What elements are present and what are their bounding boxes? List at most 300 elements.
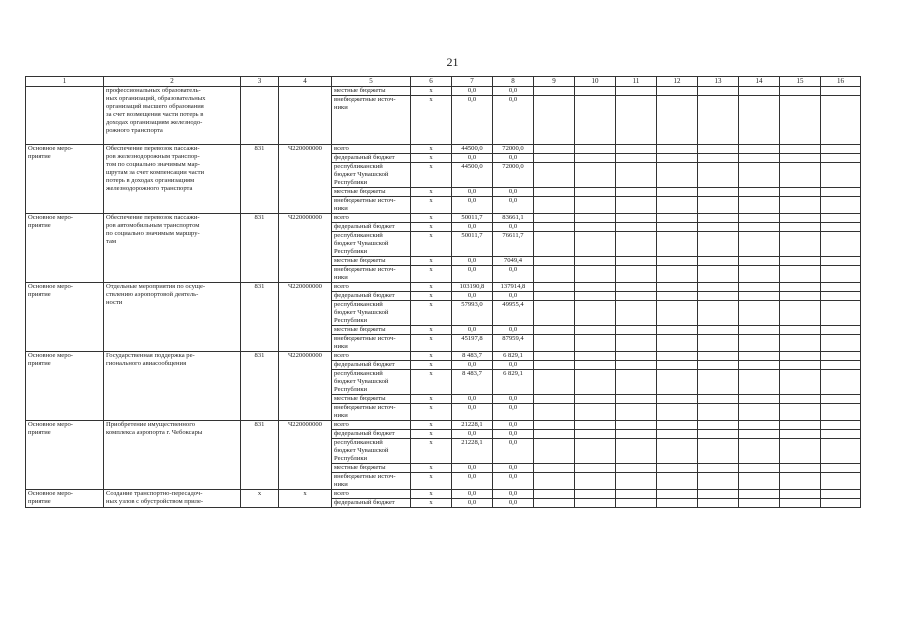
- empty-cell: [698, 464, 739, 473]
- marker-cell: x: [411, 257, 452, 266]
- empty-cell: [575, 257, 616, 266]
- empty-cell: [739, 439, 780, 464]
- value-cell: 50011,7: [452, 232, 493, 257]
- empty-cell: [534, 257, 575, 266]
- empty-cell: [534, 464, 575, 473]
- empty-cell: [698, 283, 739, 292]
- empty-cell: [657, 404, 698, 421]
- funding-source-cell: местные бюджеты: [332, 395, 411, 404]
- empty-cell: [698, 223, 739, 232]
- activity-type-cell: Основное меро- приятие: [26, 352, 104, 421]
- value-cell: 0,0: [452, 266, 493, 283]
- empty-cell: [534, 499, 575, 508]
- empty-cell: [575, 87, 616, 96]
- marker-cell: x: [411, 223, 452, 232]
- empty-cell: [821, 223, 861, 232]
- value-cell: 0,0: [493, 292, 534, 301]
- empty-cell: [739, 223, 780, 232]
- empty-cell: [616, 197, 657, 214]
- column-header-4: 4: [279, 77, 332, 87]
- empty-cell: [616, 439, 657, 464]
- empty-cell: [821, 499, 861, 508]
- empty-cell: [821, 335, 861, 352]
- empty-cell: [616, 421, 657, 430]
- empty-cell: [616, 404, 657, 421]
- empty-cell: [575, 464, 616, 473]
- empty-cell: [616, 326, 657, 335]
- empty-cell: [698, 361, 739, 370]
- empty-cell: [657, 326, 698, 335]
- table-row: [26, 352, 861, 361]
- empty-cell: [575, 145, 616, 154]
- empty-cell: [780, 395, 821, 404]
- funding-source-cell: внебюджетные источ- ники: [332, 96, 411, 145]
- value-cell: 57993,0: [452, 301, 493, 326]
- value-cell: 0,0: [452, 490, 493, 499]
- column-number-row: [26, 77, 861, 87]
- value-cell: 0,0: [452, 96, 493, 145]
- table-row: [26, 214, 861, 223]
- funding-source-cell: республиканский бюджет Чувашской Республики: [332, 163, 411, 188]
- empty-cell: [575, 326, 616, 335]
- marker-cell: x: [411, 145, 452, 154]
- empty-cell: [739, 257, 780, 266]
- empty-cell: [575, 154, 616, 163]
- empty-cell: [821, 266, 861, 283]
- empty-cell: [739, 335, 780, 352]
- empty-cell: [616, 335, 657, 352]
- empty-cell: [739, 266, 780, 283]
- code-cell: Ч220000000: [279, 145, 332, 214]
- empty-cell: [575, 404, 616, 421]
- value-cell: 0,0: [493, 473, 534, 490]
- marker-cell: x: [411, 421, 452, 430]
- activity-name-cell: Государственная поддержка ре- гионального авиасообщения: [104, 352, 241, 421]
- value-cell: 0,0: [493, 266, 534, 283]
- empty-cell: [616, 370, 657, 395]
- value-cell: 0,0: [452, 430, 493, 439]
- table-row: [26, 283, 861, 292]
- empty-cell: [534, 223, 575, 232]
- empty-cell: [821, 232, 861, 257]
- empty-cell: [739, 188, 780, 197]
- empty-cell: [821, 404, 861, 421]
- value-cell: 0,0: [452, 188, 493, 197]
- page-number: 21: [446, 55, 459, 69]
- empty-cell: [616, 301, 657, 326]
- marker-cell: x: [411, 214, 452, 223]
- marker-cell: x: [411, 430, 452, 439]
- column-header-10: 10: [575, 77, 616, 87]
- empty-cell: [698, 439, 739, 464]
- value-cell: 44500,0: [452, 163, 493, 188]
- empty-cell: [534, 326, 575, 335]
- empty-cell: [657, 499, 698, 508]
- funding-source-cell: внебюджетные источ- ники: [332, 473, 411, 490]
- column-header-15: 15: [780, 77, 821, 87]
- value-cell: 0,0: [493, 499, 534, 508]
- empty-cell: [780, 154, 821, 163]
- empty-cell: [657, 292, 698, 301]
- empty-cell: [821, 490, 861, 499]
- value-cell: 8 483,7: [452, 370, 493, 395]
- value-cell: 6 829,1: [493, 370, 534, 395]
- marker-cell: x: [411, 154, 452, 163]
- marker-cell: x: [411, 404, 452, 421]
- empty-cell: [657, 421, 698, 430]
- empty-cell: [821, 96, 861, 145]
- empty-cell: [657, 490, 698, 499]
- column-header-9: 9: [534, 77, 575, 87]
- empty-cell: [657, 145, 698, 154]
- empty-cell: [739, 352, 780, 361]
- empty-cell: [698, 326, 739, 335]
- empty-cell: [616, 145, 657, 154]
- empty-cell: [534, 197, 575, 214]
- column-header-16: 16: [821, 77, 861, 87]
- empty-cell: [616, 154, 657, 163]
- empty-cell: [780, 163, 821, 188]
- empty-cell: [780, 430, 821, 439]
- activity-name-cell: Обеспечение перевозок пассажи- ров железнодорожным транспор- том по социально значимым мар- шрутам за счет компенсации части потерь в доходах организациям железнодорожного транспорта: [104, 145, 241, 214]
- empty-cell: [698, 87, 739, 96]
- marker-cell: x: [411, 352, 452, 361]
- value-cell: 0,0: [452, 197, 493, 214]
- empty-cell: [575, 335, 616, 352]
- empty-cell: [780, 257, 821, 266]
- empty-cell: [698, 430, 739, 439]
- empty-cell: [739, 232, 780, 257]
- empty-cell: [657, 266, 698, 283]
- empty-cell: [698, 163, 739, 188]
- marker-cell: x: [411, 301, 452, 326]
- empty-cell: [534, 232, 575, 257]
- empty-cell: [821, 473, 861, 490]
- code-cell: x: [279, 490, 332, 508]
- empty-cell: [780, 464, 821, 473]
- empty-cell: [698, 188, 739, 197]
- empty-cell: [780, 145, 821, 154]
- empty-cell: [821, 154, 861, 163]
- code-cell: Ч220000000: [279, 352, 332, 421]
- empty-cell: [739, 464, 780, 473]
- funding-source-cell: федеральный бюджет: [332, 499, 411, 508]
- value-cell: 0,0: [493, 223, 534, 232]
- empty-cell: [616, 188, 657, 197]
- funding-source-cell: местные бюджеты: [332, 188, 411, 197]
- empty-cell: [534, 188, 575, 197]
- empty-cell: [821, 395, 861, 404]
- funding-source-cell: местные бюджеты: [332, 464, 411, 473]
- value-cell: 0,0: [452, 361, 493, 370]
- empty-cell: [657, 439, 698, 464]
- empty-cell: [780, 490, 821, 499]
- activity-type-cell: Основное меро- приятие: [26, 214, 104, 283]
- marker-cell: x: [411, 361, 452, 370]
- marker-cell: x: [411, 490, 452, 499]
- empty-cell: [739, 499, 780, 508]
- empty-cell: [575, 430, 616, 439]
- funding-source-cell: республиканский бюджет Чувашской Республики: [332, 370, 411, 395]
- empty-cell: [780, 473, 821, 490]
- column-header-6: 6: [411, 77, 452, 87]
- empty-cell: [575, 361, 616, 370]
- column-header-14: 14: [739, 77, 780, 87]
- code-cell: Ч220000000: [279, 214, 332, 283]
- marker-cell: x: [411, 395, 452, 404]
- table-row: [26, 421, 861, 430]
- empty-cell: [698, 352, 739, 361]
- empty-cell: [575, 439, 616, 464]
- marker-cell: x: [411, 163, 452, 188]
- column-header-13: 13: [698, 77, 739, 87]
- value-cell: 83661,1: [493, 214, 534, 223]
- funding-source-cell: всего: [332, 490, 411, 499]
- marker-cell: x: [411, 292, 452, 301]
- empty-cell: [616, 214, 657, 223]
- value-cell: 44500,0: [452, 145, 493, 154]
- empty-cell: [657, 188, 698, 197]
- empty-cell: [657, 87, 698, 96]
- empty-cell: [821, 292, 861, 301]
- empty-cell: [780, 214, 821, 223]
- empty-cell: [739, 473, 780, 490]
- empty-cell: [698, 292, 739, 301]
- empty-cell: [616, 473, 657, 490]
- value-cell: 0,0: [452, 223, 493, 232]
- empty-cell: [780, 499, 821, 508]
- empty-cell: [657, 361, 698, 370]
- activity-name-cell: Создание транспортно-пересадоч- ных узлов с обустройством приле-: [104, 490, 241, 508]
- empty-cell: [739, 395, 780, 404]
- empty-cell: [616, 163, 657, 188]
- empty-cell: [780, 352, 821, 361]
- value-cell: 0,0: [452, 87, 493, 96]
- value-cell: 87959,4: [493, 335, 534, 352]
- activity-type-cell: Основное меро- приятие: [26, 145, 104, 214]
- empty-cell: [657, 335, 698, 352]
- empty-cell: [657, 473, 698, 490]
- empty-cell: [821, 421, 861, 430]
- value-cell: 0,0: [493, 395, 534, 404]
- empty-cell: [575, 197, 616, 214]
- empty-cell: [534, 87, 575, 96]
- empty-cell: [698, 499, 739, 508]
- value-cell: 0,0: [452, 257, 493, 266]
- empty-cell: [575, 499, 616, 508]
- empty-cell: [575, 266, 616, 283]
- marker-cell: x: [411, 96, 452, 145]
- empty-cell: [575, 490, 616, 499]
- funding-source-cell: федеральный бюджет: [332, 292, 411, 301]
- empty-cell: [616, 283, 657, 292]
- marker-cell: x: [411, 188, 452, 197]
- marker-cell: x: [411, 370, 452, 395]
- empty-cell: [575, 96, 616, 145]
- empty-cell: [821, 370, 861, 395]
- funding-source-cell: внебюджетные источ- ники: [332, 197, 411, 214]
- empty-cell: [780, 404, 821, 421]
- table-row: [26, 490, 861, 499]
- code-cell: [279, 87, 332, 145]
- empty-cell: [657, 464, 698, 473]
- funding-source-cell: всего: [332, 352, 411, 361]
- funding-source-cell: местные бюджеты: [332, 257, 411, 266]
- empty-cell: [657, 214, 698, 223]
- empty-cell: [616, 232, 657, 257]
- empty-cell: [616, 490, 657, 499]
- empty-cell: [616, 223, 657, 232]
- empty-cell: [821, 361, 861, 370]
- empty-cell: [657, 197, 698, 214]
- empty-cell: [575, 188, 616, 197]
- empty-cell: [534, 335, 575, 352]
- activity-type-cell: Основное меро- приятие: [26, 283, 104, 352]
- value-cell: 0,0: [493, 421, 534, 430]
- empty-cell: [780, 223, 821, 232]
- empty-cell: [698, 301, 739, 326]
- funding-source-cell: федеральный бюджет: [332, 430, 411, 439]
- marker-cell: x: [411, 87, 452, 96]
- empty-cell: [739, 145, 780, 154]
- empty-cell: [821, 326, 861, 335]
- value-cell: 0,0: [452, 326, 493, 335]
- funding-source-cell: республиканский бюджет Чувашской Республики: [332, 301, 411, 326]
- activity-type-cell: [26, 87, 104, 145]
- empty-cell: [657, 283, 698, 292]
- empty-cell: [657, 301, 698, 326]
- value-cell: 72000,0: [493, 163, 534, 188]
- empty-cell: [698, 404, 739, 421]
- value-cell: 21228,1: [452, 439, 493, 464]
- empty-cell: [575, 395, 616, 404]
- empty-cell: [780, 421, 821, 430]
- value-cell: 0,0: [493, 96, 534, 145]
- value-cell: 0,0: [452, 464, 493, 473]
- empty-cell: [698, 257, 739, 266]
- marker-cell: x: [411, 473, 452, 490]
- empty-cell: [739, 326, 780, 335]
- empty-cell: [739, 87, 780, 96]
- column-header-7: 7: [452, 77, 493, 87]
- empty-cell: [657, 223, 698, 232]
- empty-cell: [575, 163, 616, 188]
- empty-cell: [821, 352, 861, 361]
- empty-cell: [780, 301, 821, 326]
- empty-cell: [534, 361, 575, 370]
- empty-cell: [616, 96, 657, 145]
- empty-cell: [575, 370, 616, 395]
- funding-source-cell: внебюджетные источ- ники: [332, 404, 411, 421]
- value-cell: 0,0: [452, 154, 493, 163]
- code-cell: 831: [241, 214, 279, 283]
- empty-cell: [575, 232, 616, 257]
- marker-cell: x: [411, 197, 452, 214]
- value-cell: 137914,8: [493, 283, 534, 292]
- empty-cell: [616, 266, 657, 283]
- empty-cell: [821, 87, 861, 96]
- value-cell: 0,0: [452, 499, 493, 508]
- code-cell: Ч220000000: [279, 283, 332, 352]
- value-cell: 21228,1: [452, 421, 493, 430]
- funding-source-cell: всего: [332, 214, 411, 223]
- value-cell: 0,0: [493, 197, 534, 214]
- empty-cell: [739, 361, 780, 370]
- empty-cell: [534, 395, 575, 404]
- value-cell: 0,0: [493, 87, 534, 96]
- empty-cell: [780, 87, 821, 96]
- value-cell: 0,0: [493, 430, 534, 439]
- empty-cell: [739, 421, 780, 430]
- empty-cell: [780, 96, 821, 145]
- empty-cell: [739, 163, 780, 188]
- activity-name-cell: Приобретение имущественного комплекса аэропорта г. Чебоксары: [104, 421, 241, 490]
- empty-cell: [575, 283, 616, 292]
- value-cell: 0,0: [493, 464, 534, 473]
- empty-cell: [534, 301, 575, 326]
- code-cell: 831: [241, 421, 279, 490]
- value-cell: 0,0: [493, 490, 534, 499]
- column-header-2: 2: [104, 77, 241, 87]
- funding-source-cell: федеральный бюджет: [332, 223, 411, 232]
- empty-cell: [698, 197, 739, 214]
- funding-source-cell: внебюджетные источ- ники: [332, 266, 411, 283]
- funding-source-cell: федеральный бюджет: [332, 361, 411, 370]
- code-cell: 831: [241, 352, 279, 421]
- empty-cell: [739, 370, 780, 395]
- empty-cell: [780, 361, 821, 370]
- funding-source-cell: местные бюджеты: [332, 326, 411, 335]
- value-cell: 0,0: [452, 395, 493, 404]
- funding-source-cell: всего: [332, 283, 411, 292]
- empty-cell: [821, 188, 861, 197]
- marker-cell: x: [411, 283, 452, 292]
- empty-cell: [534, 473, 575, 490]
- value-cell: 0,0: [452, 292, 493, 301]
- empty-cell: [698, 266, 739, 283]
- empty-cell: [698, 232, 739, 257]
- funding-source-cell: республиканский бюджет Чувашской Республики: [332, 232, 411, 257]
- marker-cell: x: [411, 232, 452, 257]
- activity-type-cell: Основное меро- приятие: [26, 421, 104, 490]
- empty-cell: [616, 292, 657, 301]
- empty-cell: [780, 326, 821, 335]
- empty-cell: [534, 214, 575, 223]
- empty-cell: [575, 214, 616, 223]
- funding-source-cell: всего: [332, 421, 411, 430]
- empty-cell: [575, 473, 616, 490]
- empty-cell: [739, 404, 780, 421]
- empty-cell: [698, 335, 739, 352]
- empty-cell: [739, 214, 780, 223]
- code-cell: [241, 87, 279, 145]
- value-cell: 0,0: [452, 473, 493, 490]
- empty-cell: [657, 154, 698, 163]
- empty-cell: [698, 473, 739, 490]
- empty-cell: [657, 232, 698, 257]
- marker-cell: x: [411, 499, 452, 508]
- empty-cell: [698, 421, 739, 430]
- empty-cell: [534, 266, 575, 283]
- empty-cell: [616, 430, 657, 439]
- column-header-5: 5: [332, 77, 411, 87]
- empty-cell: [739, 292, 780, 301]
- value-cell: 76611,7: [493, 232, 534, 257]
- empty-cell: [821, 301, 861, 326]
- empty-cell: [821, 163, 861, 188]
- empty-cell: [821, 145, 861, 154]
- value-cell: 0,0: [452, 404, 493, 421]
